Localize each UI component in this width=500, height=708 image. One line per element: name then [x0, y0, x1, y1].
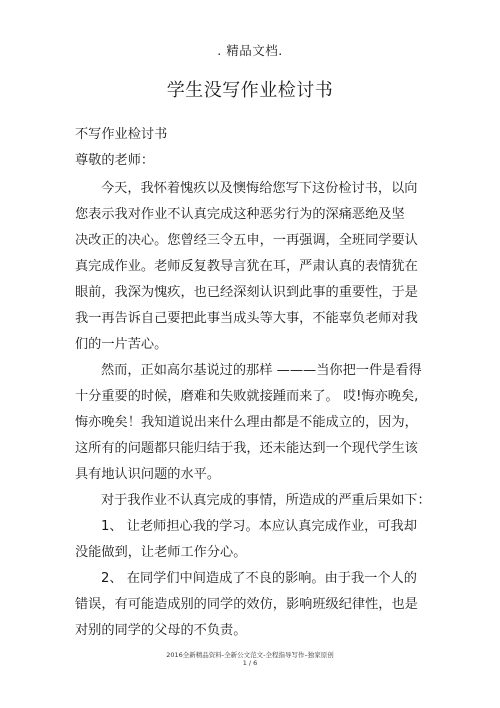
body-line: 今天，我怀着愧疚以及懊悔给您写下这份检讨书，以向: [101, 181, 418, 196]
body-line: 真完成作业。老师反复教导言犹在耳，严肃认真的表情犹在: [75, 259, 418, 274]
body-line: 悔亦晚矣！我知道说出来什么理由都是不能成立的，因为，: [75, 415, 418, 430]
body-line: 十分重要的时候，磨难和失败就接踵而来了。 哎!悔亦晚矣,: [75, 389, 419, 404]
body-line: 决改正的决心。您曾经三令五申，一再强调，全班同学要认: [75, 233, 418, 248]
body-line: 眼前，我深为愧疚，也已经深刻认识到此事的重要性，于是: [75, 285, 418, 300]
body-line: 不写作业检讨书: [75, 127, 168, 142]
body-line: 对于我作业不认真完成的事情，所造成的严重后果如下：: [101, 493, 431, 508]
body-line: 您表示我对作业不认真完成这种恶劣行为的深痛恶绝及坚: [75, 207, 405, 222]
document-title: 学生没写作业检讨书: [166, 80, 334, 101]
header-mark: . 精品文档.: [217, 43, 283, 58]
body-line: 我一再告诉自己要把此事当成头等大事，不能辜负老师对我: [75, 311, 418, 326]
body-line: 尊敬的老师：: [75, 153, 155, 168]
body-line: 2、 在同学们中间造成了不良的影响。由于我一个人的: [101, 571, 417, 586]
body-line: 然而，正如高尔基说过的那样 ———当你把一件是看得: [101, 363, 422, 378]
page-number: 1 / 6: [242, 659, 258, 667]
body-line: 错误，有可能造成别的同学的效仿，影响班级纪律性，也是: [75, 597, 418, 612]
body-line: 们的一片苦心。: [75, 337, 168, 352]
body-line: 对别的同学的父母的不负责。: [75, 623, 247, 638]
body-line: 这所有的问题都只能归结于我，还未能达到一个现代学生该: [75, 441, 418, 456]
body-line: 具有地认识问题的水平。: [75, 467, 221, 482]
body-line: 没能做到，让老师工作分心。: [75, 545, 247, 560]
footer-text: 2016全新精品资料-全新公文范文-全程指导写作–独家原创: [166, 651, 334, 659]
body-line: 1、 让老师担心我的学习。本应认真完成作业，可我却: [101, 519, 417, 534]
